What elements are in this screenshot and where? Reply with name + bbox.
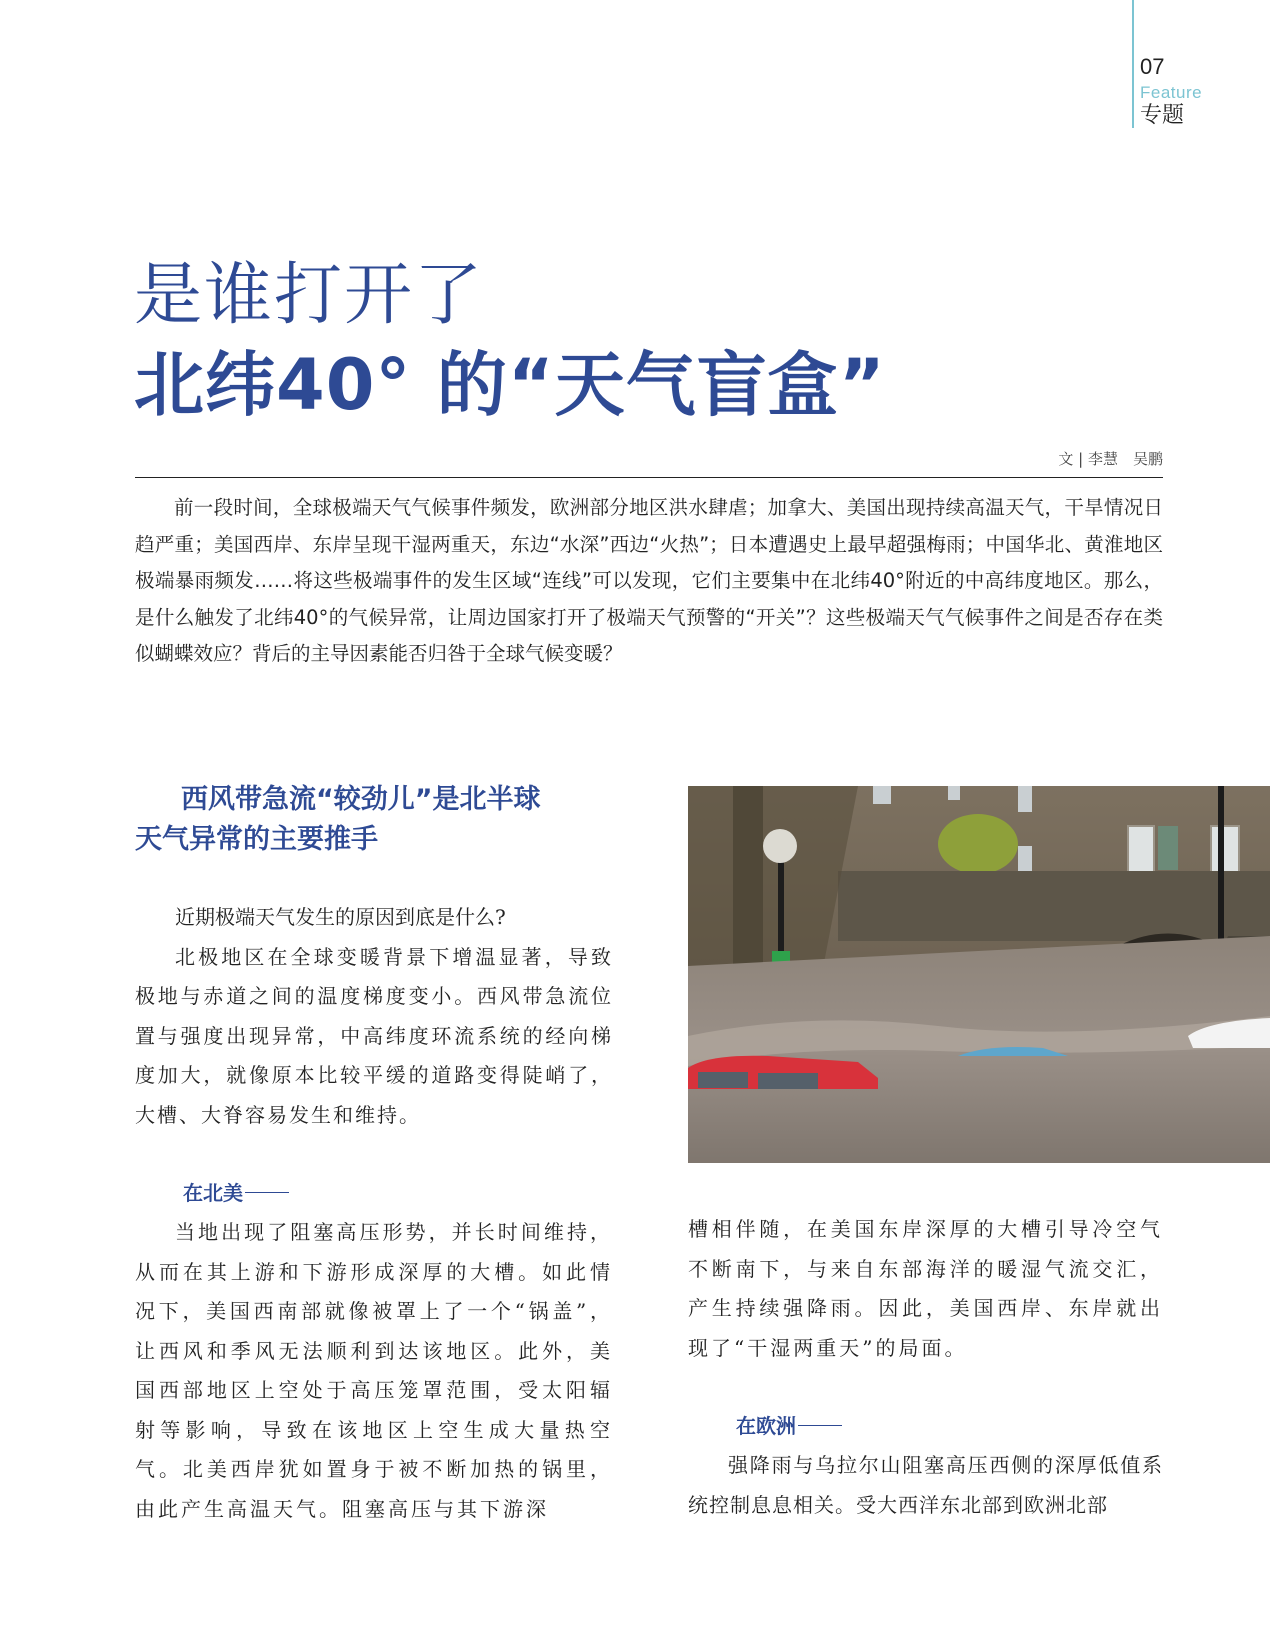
header-vertical-rule — [1132, 0, 1134, 128]
subhead-dash — [798, 1425, 842, 1426]
left-column — [135, 780, 613, 1529]
subhead-north-america-label: 在北美 — [183, 1181, 243, 1205]
north-america-body-continued — [688, 1210, 1163, 1368]
flood-photo-illustration — [688, 786, 1270, 1163]
intro-paragraph — [135, 490, 1163, 673]
body-paragraph: 近期极端天气发生的原因到底是什么? — [175, 905, 506, 929]
subhead-north-america — [135, 1173, 613, 1213]
right-column — [688, 1210, 1163, 1525]
byline: 文 | 李慧 吴鹏 — [1058, 450, 1163, 468]
body-paragraph: 槽相伴随，在美国东岸深厚的大槽引导冷空气不断南下，与来自东部海洋的暖湿气流交汇，产生持续强降雨。因此，美国西岸、东岸就出现了“干湿两重天”的局面。 — [688, 1217, 1163, 1360]
section-heading-line1: 西风带急流“较劲儿”是北半球 — [181, 784, 541, 815]
body-paragraph: 当地出现了阻塞高压形势，并长时间维持，从而在其上游和下游形成深厚的大槽。如此情况下，美国西南部就像被罩上了一个“锅盖”，让西风和季风无法顺利到达该地区。此外，美国西部地区上空处于高压笼罩范围，受太阳辐射等影响，导致在该地区上空生成大量热空气。北美西岸犹如置身于被不断加热的锅里，由此产生高温天气。阻塞高压与其下游深 — [135, 1220, 613, 1521]
section-heading — [135, 780, 613, 860]
section-label-en: Feature — [1140, 83, 1203, 102]
north-america-body — [135, 1213, 613, 1529]
intro-text: 前一段时间，全球极端天气气候事件频发，欧洲部分地区洪水肆虐；加拿大、美国出现持续高温天气，干旱情况日趋严重；美国西岸、东岸呈现干湿两重天，东边“水深”西边“火热”；日本遭遇史上最早超强梅雨；中国华北、黄淮地区极端暴雨频发……将这些极端事件的发生区域“连线”可以发现，它们主要集中在北纬40°附近的中高纬度地区。那么，是什么触发了北纬40°的气候异常，让周边国家打开了极端天气预警的“开关”？这些极端天气气候事件之间是否存在类似蝴蝶效应？背后的主导因素能否归咎于全球气候变暖？ — [135, 496, 1163, 665]
flood-photo — [688, 786, 1270, 1163]
europe-body — [688, 1446, 1163, 1525]
subhead-europe-label: 在欧洲 — [736, 1414, 796, 1438]
page-number: 07 — [1140, 54, 1165, 79]
article-title-line2: 北纬40° 的“天气盲盒” — [134, 344, 886, 426]
article-title-line1: 是谁打开了 — [134, 256, 485, 335]
body-paragraph: 强降雨与乌拉尔山阻塞高压西侧的深厚低值系统控制息息相关。受大西洋东北部到欧洲北部 — [688, 1453, 1163, 1517]
section-heading-line2: 天气异常的主要推手 — [135, 824, 378, 855]
section-body — [135, 898, 613, 1135]
byline-divider — [135, 477, 1163, 478]
subhead-europe — [688, 1406, 1163, 1446]
subhead-dash — [245, 1192, 289, 1193]
body-paragraph: 北极地区在全球变暖背景下增温显著，导致极地与赤道之间的温度梯度变小。西风带急流位置与强度出现异常，中高纬度环流系统的经向梯度加大，就像原本比较平缓的道路变得陡峭了，大槽、大脊容易发生和维持。 — [135, 944, 613, 1127]
section-label-cn: 专题 — [1140, 103, 1185, 128]
